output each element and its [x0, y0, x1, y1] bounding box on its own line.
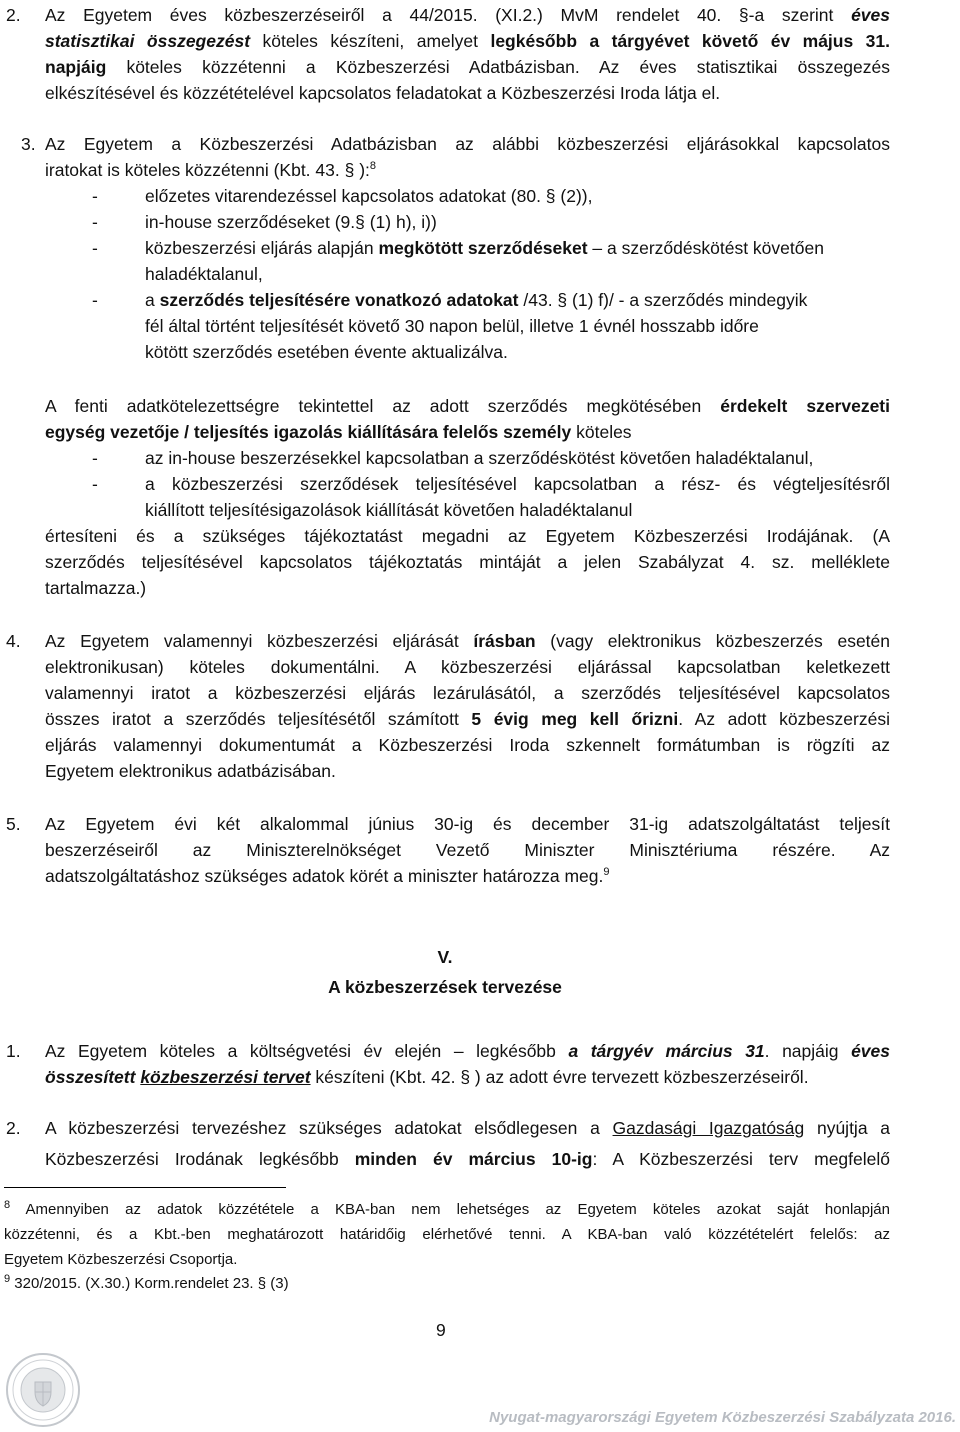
para-dash: - [92, 474, 98, 494]
footnote-8-line-3: Egyetem Közbeszerzési Csoportja. [4, 1251, 238, 1268]
item-3-bullet-4: a szerződés teljesítésére vonatkozó adatokat /43. § (1) f)/ - a szerződés mindegyik [145, 290, 808, 310]
footnote-9: $^9$ 320/2015. (X.30.) Korm.rendelet 23. § (3) [4, 1273, 289, 1292]
item-3-bullet-4-cont-2: kötött szerződés esetében évente aktualizálva. [145, 342, 508, 362]
section-item-1-line-2: összesített közbeszerzési tervet készíteni (Kbt. 42. § ) az adott évre tervezett közbeszerzéseiről. [45, 1067, 809, 1087]
bullet-dash: - [92, 290, 98, 310]
section-item-2-line-1: A közbeszerzési tervezéshez szükséges adatokat elsődlegesen a Gazdasági Igazgatóság nyújtja a [45, 1118, 890, 1138]
footnote-8-line-1: $^8$ Amennyiben az adatok közzététele a KBA-ban nem lehetséges az Egyetem köteles azokat saját honlapján [4, 1199, 890, 1218]
bullet-dash: - [92, 212, 98, 232]
item-4-line-1: Az Egyetem valamennyi közbeszerzési eljárását írásban (vagy elektronikus közbeszerzés esetén [45, 631, 891, 651]
item-3-bullet-4-cont-1: fél által történt teljesítését követő 30 napon belül, illetve 1 évnél hosszabb időre [145, 316, 759, 336]
item-4-line-6: Egyetem elektronikus adatbázisában. [45, 761, 336, 781]
item-5-line-3: adatszolgáltatáshoz szükséges adatok körét a miniszter határozza meg.$^9$ [45, 866, 610, 886]
item-2-line-2: statisztikai összegezést köteles készíteni, amelyet legkésőbb a tárgyévet követő év május 31. [45, 31, 890, 51]
section-item-1-line-1: Az Egyetem köteles a költségvetési év elején – legkésőbb a tárgyév március 31. napjáig éves [45, 1041, 891, 1061]
item-3-line-2: iratokat is köteles közzétenni (Kbt. 43. § ):$^8$ [45, 160, 377, 180]
item-5-line-1: Az Egyetem évi két alkalommal június 30-ig és december 31-ig adatszolgáltatást teljesít [45, 814, 890, 834]
item-3-bullet-3-cont: haladéktalanul, [145, 264, 263, 284]
item-2-line-3: napjáig köteles közzétenni a Közbeszerzési Adatbázisban. Az éves statisztikai összegezés [45, 57, 890, 77]
para-dash-2: a közbeszerzési szerződések teljesítésével kapcsolatban a rész- és végteljesítésről [145, 474, 890, 494]
para-dash-1: az in-house beszerzésekkel kapcsolatban a szerződéskötést követően haladéktalanul, [145, 448, 814, 468]
item-3-bullet-3: közbeszerzési eljárás alapján megkötött szerződéseket – a szerződéskötést követően [145, 238, 824, 258]
item-4-line-5: eljárás valamennyi dokumentumát a Közbeszerzési Iroda szkennelt formátumban is rögzíti az [45, 735, 890, 755]
bullet-dash: - [92, 238, 98, 258]
section-item-1-number: 1. [6, 1041, 21, 1061]
item-3-line-1: Az Egyetem a Közbeszerzési Adatbázisban az alábbi közbeszerzési eljárásokkal kapcsolatos [45, 134, 890, 154]
section-item-2-line-2: Közbeszerzési Irodának legkésőbb minden év március 10-ig: A Közbeszerzési terv megfelelő [45, 1149, 890, 1169]
para-line-4: szerződés teljesítésével kapcsolatos tájékoztatás mintáját a jelen Szabályzat 4. sz. melléklete [45, 552, 890, 572]
para-line-3: értesíteni és a szükséges tájékoztatást megadni az Egyetem Közbeszerzési Irodájának. (A [45, 526, 890, 546]
footer-title: Nyugat-magyarországi Egyetem Közbeszerzési Szabályzata 2016. [489, 1409, 956, 1426]
item-4-number: 4. [6, 631, 21, 651]
item-5-line-2: beszerzéseiről az Miniszterelnökséget Vezető Miniszter Minisztériuma részére. Az [45, 840, 890, 860]
item-5-number: 5. [6, 814, 21, 834]
section-number: V. [437, 947, 453, 967]
item-4-line-2: elektronikusan) köteles dokumentálni. A közbeszerzési eljárással kapcsolatban keletkezett [45, 657, 890, 677]
item-2-line-1: Az Egyetem éves közbeszerzéseiről a 44/2015. (XI.2.) MvM rendelet 40. §-a szerint éves [45, 5, 890, 25]
para-line-5: tartalmazza.) [45, 578, 147, 598]
bullet-dash: - [92, 186, 98, 206]
item-2-line-4: elkészítésével és közzétételével kapcsolatos feladatokat a Közbeszerzési Iroda látja el. [45, 83, 721, 103]
para-dash-2-cont: kiállított teljesítésigazolások kiállítását követően haladéktalanul [145, 500, 633, 520]
item-3-bullet-2: in-house szerződéseket (9.§ (1) h), i)) [145, 212, 437, 232]
item-2-number: 2. [6, 5, 21, 25]
para-line-2: egység vezetője / teljesítés igazolás kiállítására felelős személy köteles [45, 422, 632, 442]
page-number: 9 [436, 1320, 446, 1340]
item-3-number: 3. [21, 134, 36, 154]
footnote-separator [4, 1187, 286, 1188]
university-seal-icon [5, 1352, 81, 1428]
para-dash: - [92, 448, 98, 468]
section-item-2-number: 2. [6, 1118, 21, 1138]
para-line-1: A fenti adatkötelezettségre tekintettel az adott szerződés megkötésében érdekelt szervezeti [45, 396, 890, 416]
section-title: A közbeszerzések tervezése [328, 977, 562, 997]
footnote-8-line-2: közzétenni, és a Kbt.-ben meghatározott határidőig elérhetővé tenni. A KBA-ban való közzétételért felelős: az [4, 1226, 890, 1243]
item-3-bullet-1: előzetes vitarendezéssel kapcsolatos adatokat (80. § (2)), [145, 186, 593, 206]
item-4-line-3: valamennyi iratot a közbeszerzési eljárás lezárulásától, a szerződés teljesítésével kapcsolatos [45, 683, 890, 703]
item-4-line-4: összes iratot a szerződés teljesítésétől számított 5 évig meg kell őrizni. Az adott közbeszerzési [45, 709, 890, 729]
